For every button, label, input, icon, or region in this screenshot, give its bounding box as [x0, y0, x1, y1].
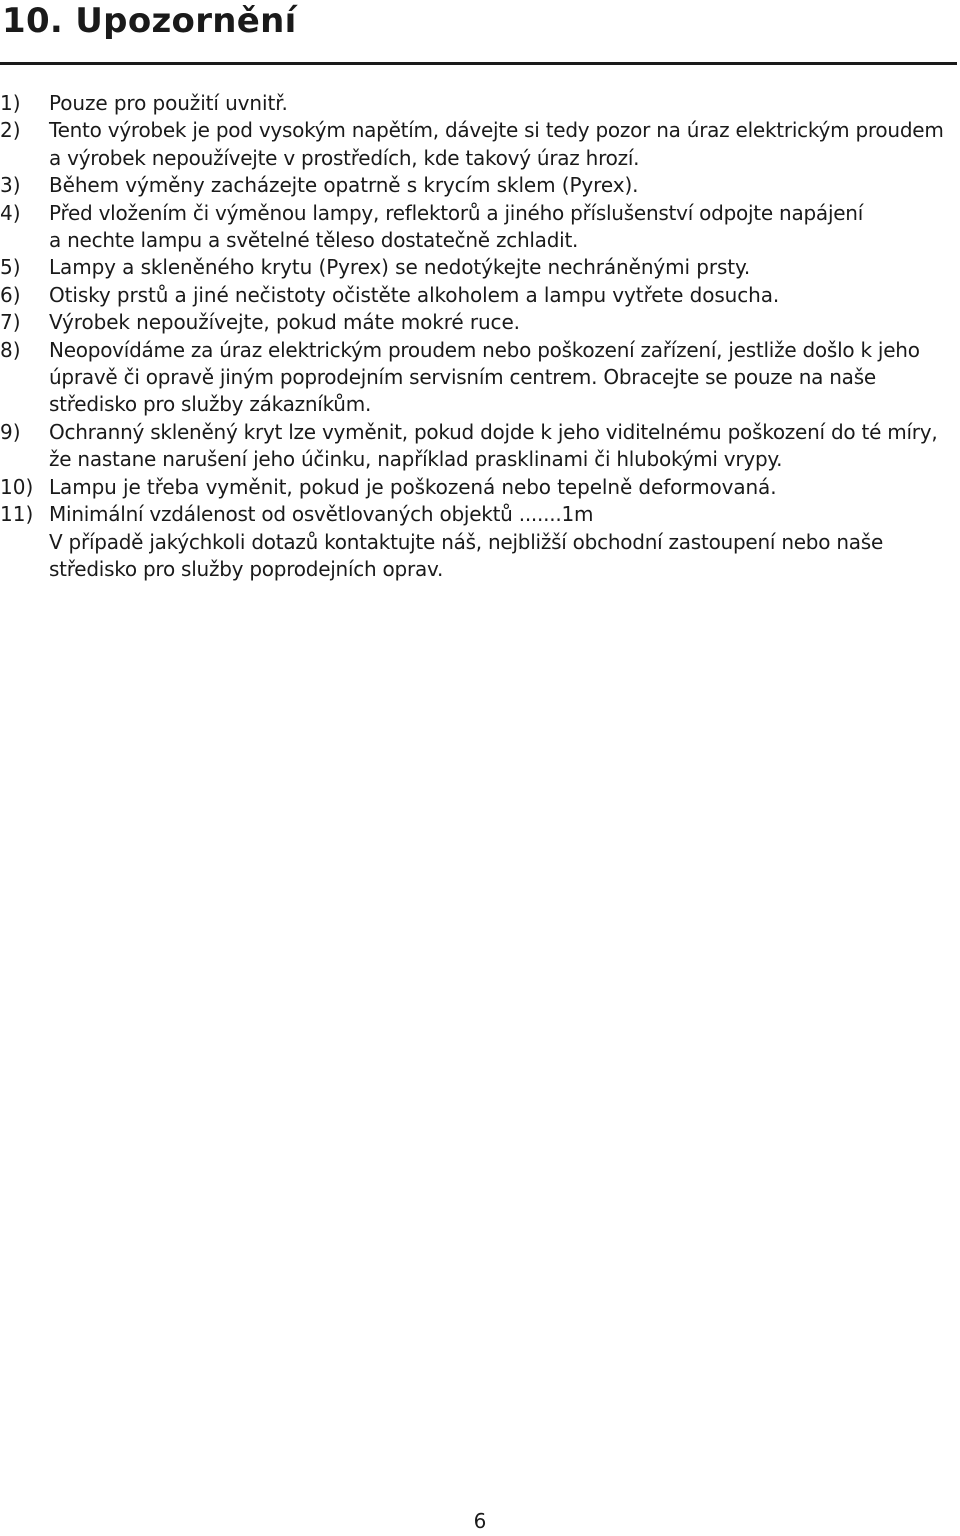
item-text-line: Lampu je třeba vyměnit, pokud je poškozená nebo tepelně deformovaná. [49, 474, 777, 499]
item-number: 9) [0, 419, 21, 444]
item-text-line: Ochranný skleněný kryt lze vyměnit, pokud dojde k jeho viditelnému poškození do té míry, [49, 419, 938, 444]
list-item [0, 172, 956, 199]
item-text-line: Lampy a skleněného krytu (Pyrex) se nedotýkejte nechráněnými prsty. [49, 255, 751, 280]
item-text-line: Tento výrobek je pod vysokým napětím, dávejte si tedy pozor na úraz elektrickým proudem [49, 118, 944, 143]
item-number: 11) [0, 502, 34, 527]
list-item [0, 419, 956, 474]
item-text-line: Výrobek nepoužívejte, pokud máte mokré ruce. [49, 310, 520, 335]
list-item [0, 282, 956, 309]
item-text-line: a nechte lampu a světelné těleso dostatečně zchladit. [49, 228, 579, 253]
item-number: 6) [0, 282, 21, 307]
page-number: 6 [473, 1509, 487, 1533]
item-number: 8) [0, 337, 21, 362]
item-text-line: středisko pro služby poprodejních oprav. [49, 556, 444, 581]
item-number: 10) [0, 474, 34, 499]
item-number: 7) [0, 310, 21, 335]
item-number: 3) [0, 173, 21, 198]
item-number: 4) [0, 200, 21, 225]
list-item [0, 501, 956, 583]
item-text [49, 474, 956, 501]
item-text-line: Pouze pro použití uvnitř. [49, 91, 288, 115]
item-text [49, 419, 956, 474]
item-number: 5) [0, 255, 21, 280]
warnings-list [0, 90, 956, 583]
item-text [49, 117, 956, 172]
page-title: 10. Upozornění [2, 1, 297, 41]
item-text [49, 309, 956, 336]
item-text [49, 254, 956, 281]
item-text-line: Neopovídáme za úraz elektrickým proudem nebo poškození zařízení, jestliže došlo k jeho [49, 337, 920, 362]
list-item [0, 474, 956, 501]
list-item [0, 200, 956, 255]
item-text [49, 501, 956, 583]
item-text [49, 282, 956, 309]
item-text-line: a výrobek nepoužívejte v prostředích, kde takový úraz hrozí. [49, 145, 640, 170]
item-text-line: Otisky prstů a jiné nečistoty očistěte alkoholem a lampu vytřete dosucha. [49, 282, 780, 307]
item-text-line: úpravě či opravě jiným poprodejním servisním centrem. Obracejte se pouze na naše [49, 365, 876, 390]
item-text [49, 200, 956, 255]
list-item [0, 117, 956, 172]
list-item [0, 309, 956, 336]
item-text-line: že nastane narušení jeho účinku, například prasklinami či hlubokými vrypy. [49, 447, 783, 472]
list-item [0, 337, 956, 419]
item-number: 1) [0, 91, 21, 115]
item-text [49, 172, 956, 199]
item-text-line: středisko pro služby zákazníkům. [49, 392, 372, 417]
list-item [0, 90, 956, 117]
item-text [49, 90, 956, 117]
item-number: 2) [0, 118, 21, 143]
list-item [0, 254, 956, 281]
item-text-line: V případě jakýchkoli dotazů kontaktujte náš, nejbližší obchodní zastoupení nebo naše [49, 529, 883, 554]
title-divider [0, 62, 957, 65]
item-text-line: Minimální vzdálenost od osvětlovaných objektů .......1m [49, 502, 594, 527]
item-text-line: Před vložením či výměnou lampy, reflektorů a jiného příslušenství odpojte napájení [49, 200, 864, 225]
item-text [49, 337, 956, 419]
item-text-line: Během výměny zacházejte opatrně s krycím sklem (Pyrex). [49, 173, 639, 198]
